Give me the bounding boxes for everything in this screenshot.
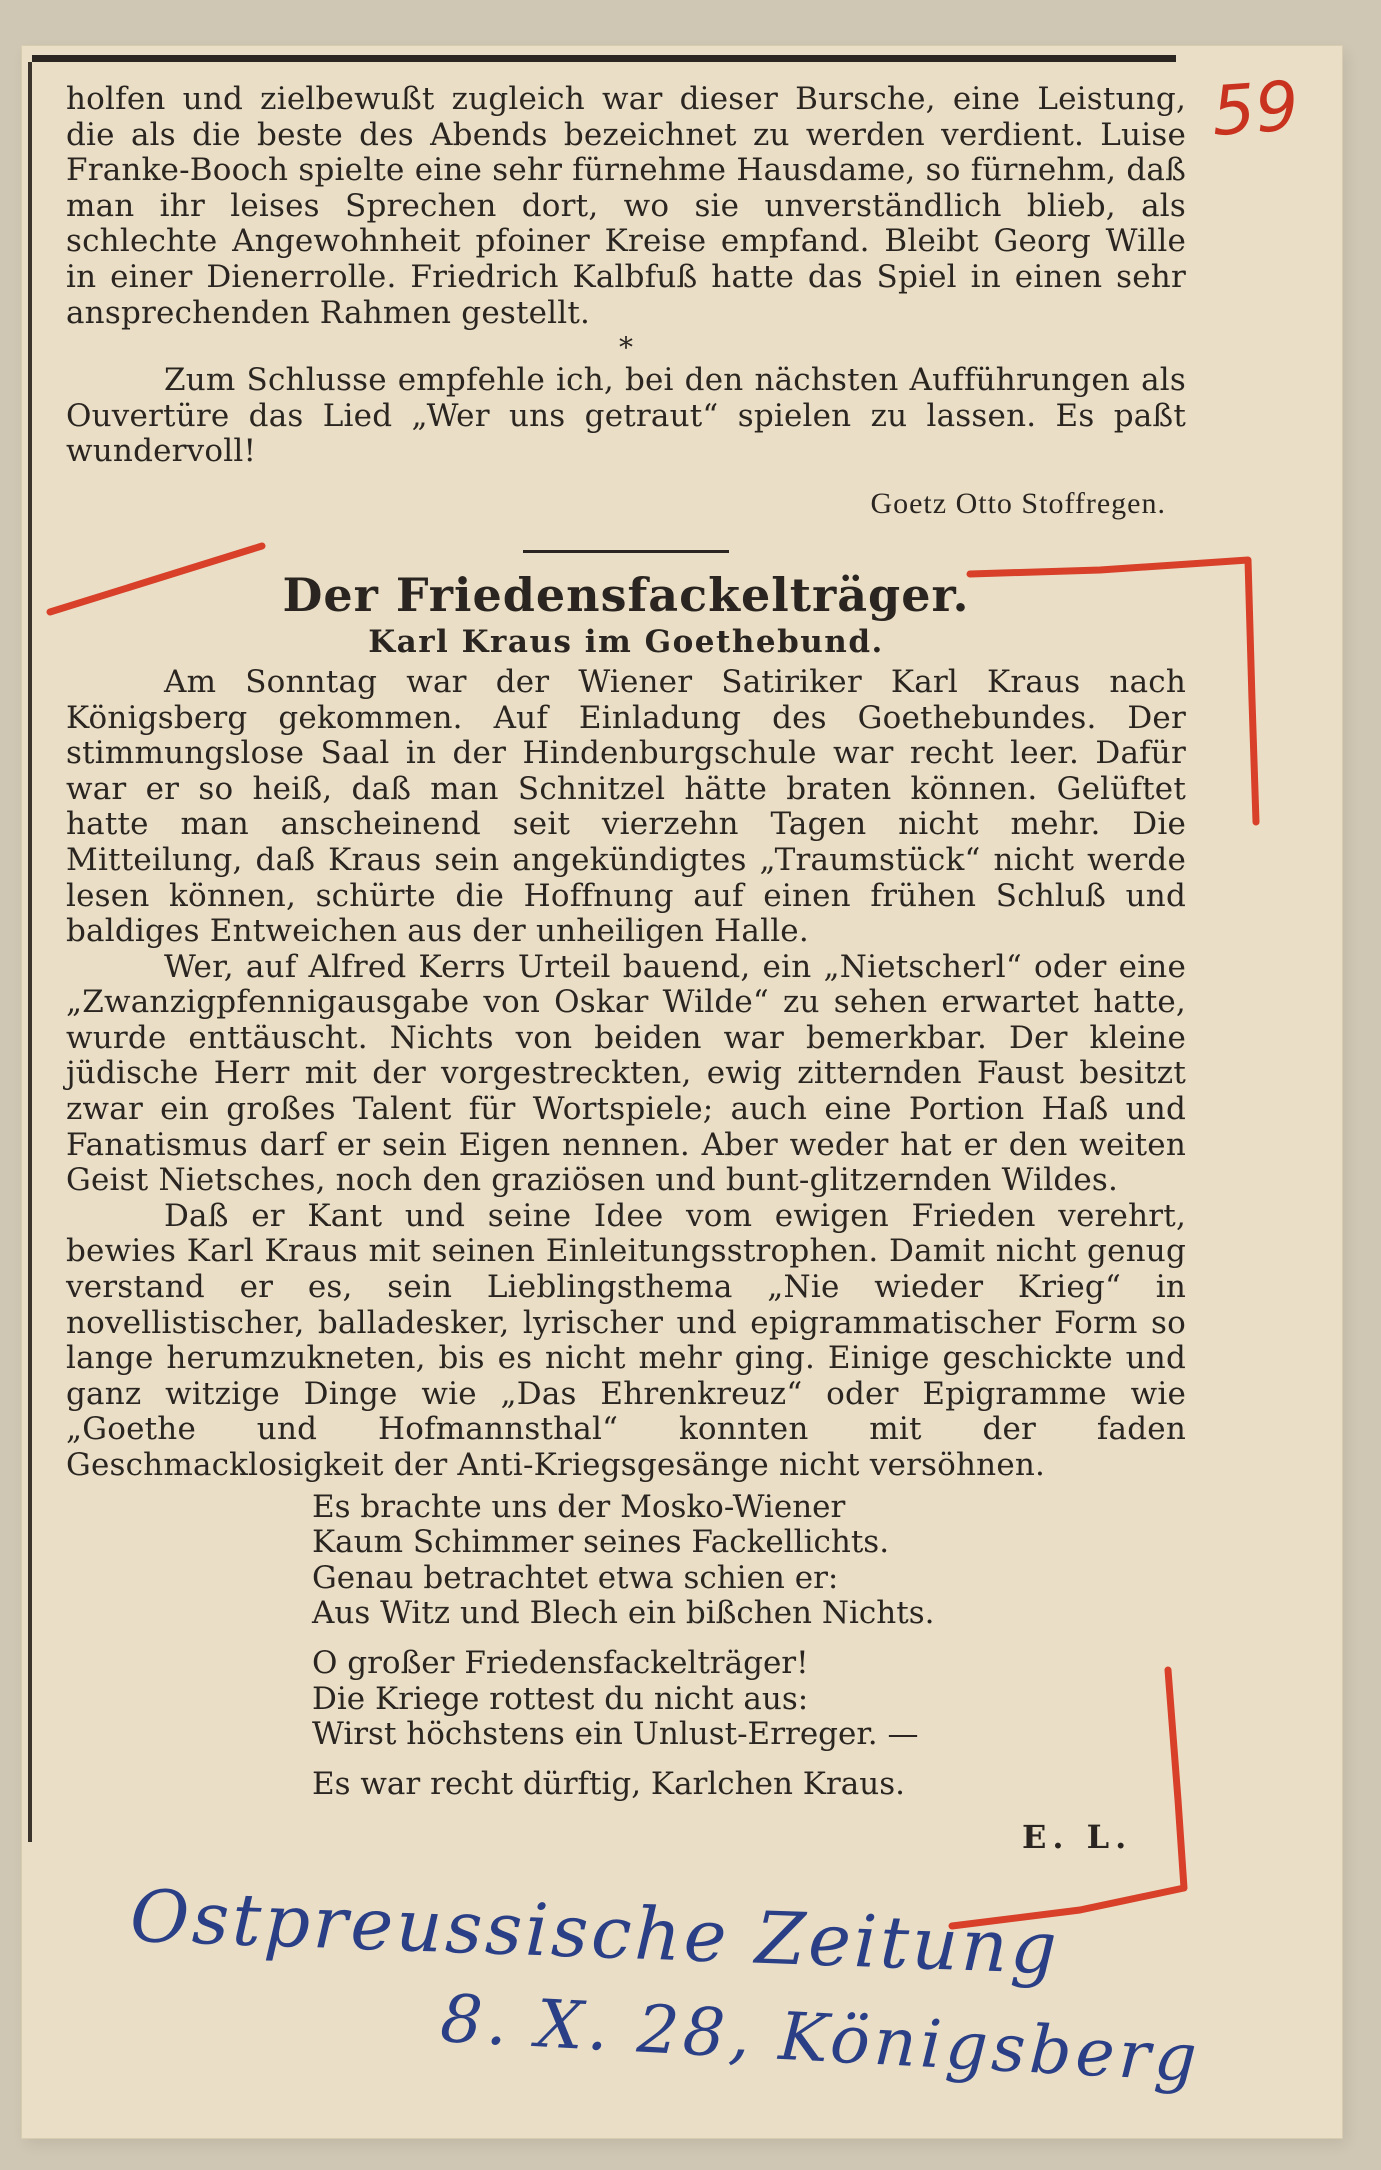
handwritten-source: Ostpreussische Zeitung — [128, 1873, 1062, 1991]
red-mark-left — [50, 546, 262, 612]
verse-line: Genau betrachtet etwa schien er: — [312, 1559, 839, 1596]
article-paragraph-1: Am Sonntag war der Wiener Satiriker Karl Kraus nach Königsberg gekommen. Auf Einladung des Goethebundes. Der stimmungslose Saal in der Hindenburgschule war recht leer. Dafür war er so heiß, daß man Schnitzel hätte braten können. Gelüftet hatte man anscheinend seit vierzehn Tagen nicht mehr. Die Mitteilung, daß Kraus sein angekündigtes „Traumstück“ nicht werde lesen können, schürte die Hoffnung auf einen frühen Schluß und baldiges Entweichen aus der unheiligen Halle. — [66, 663, 1186, 950]
folio-number: 59 — [1209, 67, 1302, 152]
article-headline: Der Friedensfackelträger. — [282, 567, 970, 622]
verse-line: Es brachte uns der Mosko-Wiener — [312, 1488, 846, 1525]
verse-line: Die Kriege rottest du nicht aus: — [312, 1680, 809, 1717]
article-subhead: Karl Kraus im Goethebund. — [368, 623, 884, 660]
verse-line: Kaum Schimmer seines Fackellichts. — [312, 1524, 890, 1561]
red-mark-right-bracket — [970, 560, 1256, 822]
verse-line: Aus Witz und Blech ein bißchen Nichts. — [312, 1595, 935, 1632]
review-byline: Goetz Otto Stoffregen. — [870, 486, 1166, 520]
article-paragraph-3: Daß er Kant und seine Idee vom ewigen Frieden verehrt, bewies Karl Kraus mit seinen Einleitungsstrophen. Damit nicht genug verstand er es, sein Lieblingsthema „Nie wieder Krieg“ in novellistischer, balladesker, lyrischer und epigrammatischer Form so lange herumzukneten, bis es nicht mehr ging. Einige geschickte und ganz witzige Dinge wie „Das Ehrenkreuz“ oder Epigramme wie „Goethe und Hofmannsthal“ konnten mit der faden Geschmacklosigkeit der Anti-Kriegsgesänge nicht versöhnen. — [66, 1197, 1186, 1483]
handwritten-date-place: 8. X. 28, Königsberg — [438, 1980, 1203, 2097]
verse-line: O großer Friedensfackelträger! — [312, 1644, 809, 1681]
author-initials: E. L. — [1022, 1818, 1133, 1856]
section-separator: * — [619, 331, 633, 365]
red-mark-bottom-bracket — [952, 1670, 1184, 1926]
article-paragraph-2: Wer, auf Alfred Kerrs Urteil bauend, ein „Nietscherl“ oder eine „Zwanzigpfennigausgabe von Oskar Wilde“ zu sehen erwartet hatte, wurde enttäuscht. Nichts von beiden war bemerkbar. Der kleine jüdische Herr mit der vorgestreckten, ewig zitternden Faust besitzt zwar ein großes Talent für Wortspiele; auch eine Portion Haß und Fanatismus darf er sein Eigen nennen. Aber weder hat er den weiten Geist Nietsches, noch den graziösen und bunt-glitzernden Wildes. — [66, 948, 1186, 1199]
verse-line: Wirst höchstens ein Unlust-Erreger. — — [312, 1716, 919, 1753]
review-tail-paragraph: holfen und zielbewußt zugleich war dieser Bursche, eine Leistung, die als die beste des Abends bezeichnet zu werden verdient. Luise Franke-Booch spielte eine sehr fürnehme Hausdame, so fürnehm, daß man ihr leises Sprechen dort, wo sie unverständlich blieb, als schlechte Angewohnheit pfoiner Kreise empfand. Bleibt Georg Wille in einer Dienerrolle. Friedrich Kalbfuß hatte das Spiel in einen sehr ansprechenden Rahmen gestellt. — [66, 81, 1186, 331]
verse-line: Es war recht dürftig, Karlchen Kraus. — [312, 1765, 905, 1802]
review-closing-paragraph: Zum Schlusse empfehle ich, bei den nächsten Aufführungen als Ouvertüre das Lied „Wer uns getraut“ spielen zu lassen. Es paßt wundervoll! — [66, 362, 1186, 470]
